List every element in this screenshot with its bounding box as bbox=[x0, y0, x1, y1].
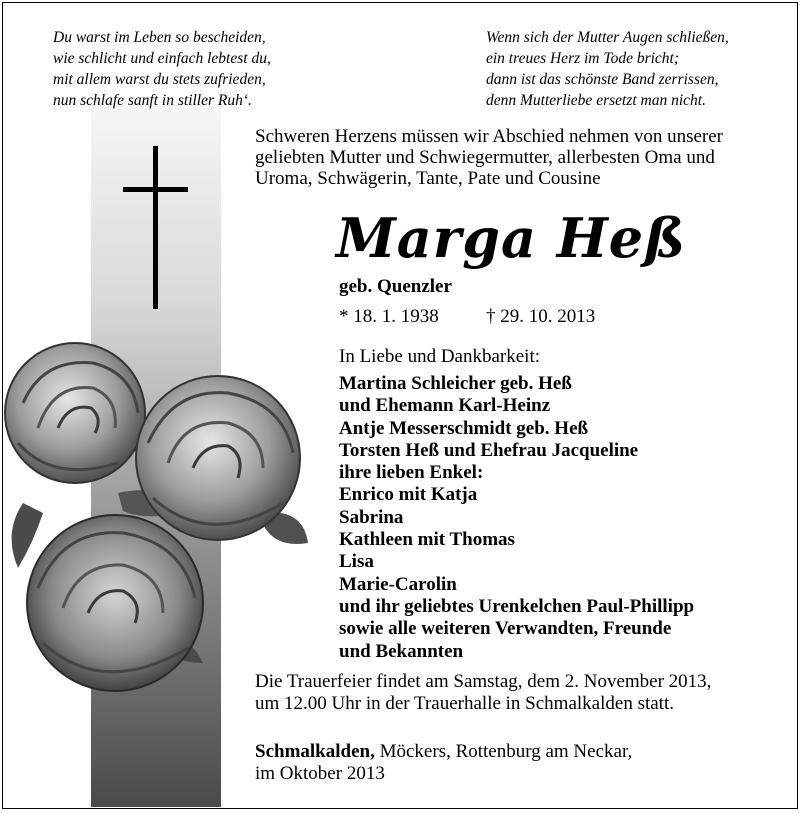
service-line: um 12.00 Uhr in der Trauerhalle in Schmalkalden statt. bbox=[255, 693, 674, 714]
poem-line: Wenn sich der Mutter Augen schließen, bbox=[486, 29, 729, 46]
poem-line: Du warst im Leben so bescheiden, bbox=[53, 29, 266, 46]
place-town: Schmalkalden, bbox=[255, 741, 375, 762]
rose-icon bbox=[136, 376, 300, 540]
life-dates bbox=[339, 306, 595, 328]
rose-icon bbox=[27, 515, 203, 691]
mourner-line: ihre lieben Enkel: bbox=[339, 462, 484, 484]
roses-image bbox=[3, 333, 313, 703]
place-line bbox=[255, 741, 632, 763]
poem-line: ein treues Herz im Tode bricht; bbox=[486, 50, 680, 67]
poem-line: denn Mutterliebe ersetzt man nicht. bbox=[486, 92, 706, 109]
mourner-line: Kathleen mit Thomas bbox=[339, 529, 515, 551]
poem-line: mit allem warst du stets zufrieden, bbox=[53, 71, 266, 88]
mourners-list bbox=[339, 373, 694, 663]
mourner-line: Torsten Heß und Ehefrau Jacqueline bbox=[339, 439, 639, 461]
death-date: † 29. 10. 2013 bbox=[486, 306, 596, 327]
poem-line: dann ist das schönste Band zerrissen, bbox=[486, 71, 719, 88]
poem-line: nun schlafe sanft in stiller Ruh‘. bbox=[53, 92, 252, 109]
poem-right bbox=[486, 27, 729, 111]
mourner-line: und Bekannten bbox=[339, 640, 464, 662]
place-and-date bbox=[255, 741, 632, 785]
mourner-line: Antje Messerschmidt geb. Heß bbox=[339, 417, 589, 439]
rose-icon bbox=[5, 343, 145, 483]
mourner-line: Martina Schleicher geb. Heß bbox=[339, 373, 572, 394]
mourner-line: sowie alle weiteren Verwandten, Freunde bbox=[339, 618, 672, 640]
intro-text bbox=[255, 126, 775, 189]
poem-left bbox=[53, 27, 271, 111]
funeral-service-info bbox=[255, 671, 711, 715]
place-date: im Oktober 2013 bbox=[255, 763, 385, 784]
mourner-line: Enrico mit Katja bbox=[339, 484, 478, 506]
service-line: Die Trauerfeier findet am Samstag, dem 2. November 2013, bbox=[255, 671, 712, 692]
intro-line: Schweren Herzens müssen wir Abschied nehmen von unserer bbox=[255, 126, 724, 147]
deceased-name: Marga Heß bbox=[336, 206, 687, 270]
place-rest: Möckers, Rottenburg am Neckar, bbox=[374, 741, 633, 762]
mourner-line: Marie-Carolin bbox=[339, 573, 457, 595]
mourner-line: und ihr geliebtes Urenkelchen Paul-Phillipp bbox=[339, 595, 695, 617]
maiden-name: geb. Quenzler bbox=[339, 276, 452, 297]
thanks-line: In Liebe und Dankbarkeit: bbox=[339, 346, 541, 367]
mourner-line: und Ehemann Karl-Heinz bbox=[339, 395, 551, 417]
obituary-notice bbox=[2, 2, 798, 809]
birth-date: * 18. 1. 1938 bbox=[339, 306, 439, 327]
intro-line: geliebten Mutter und Schwiegermutter, allerbesten Oma und bbox=[255, 147, 715, 168]
intro-line: Uroma, Schwägerin, Tante, Pate und Cousine bbox=[255, 168, 601, 189]
mourner-line: Sabrina bbox=[339, 506, 404, 528]
mourner-line: Lisa bbox=[339, 551, 374, 573]
poem-line: wie schlicht und einfach lebtest du, bbox=[53, 50, 271, 67]
